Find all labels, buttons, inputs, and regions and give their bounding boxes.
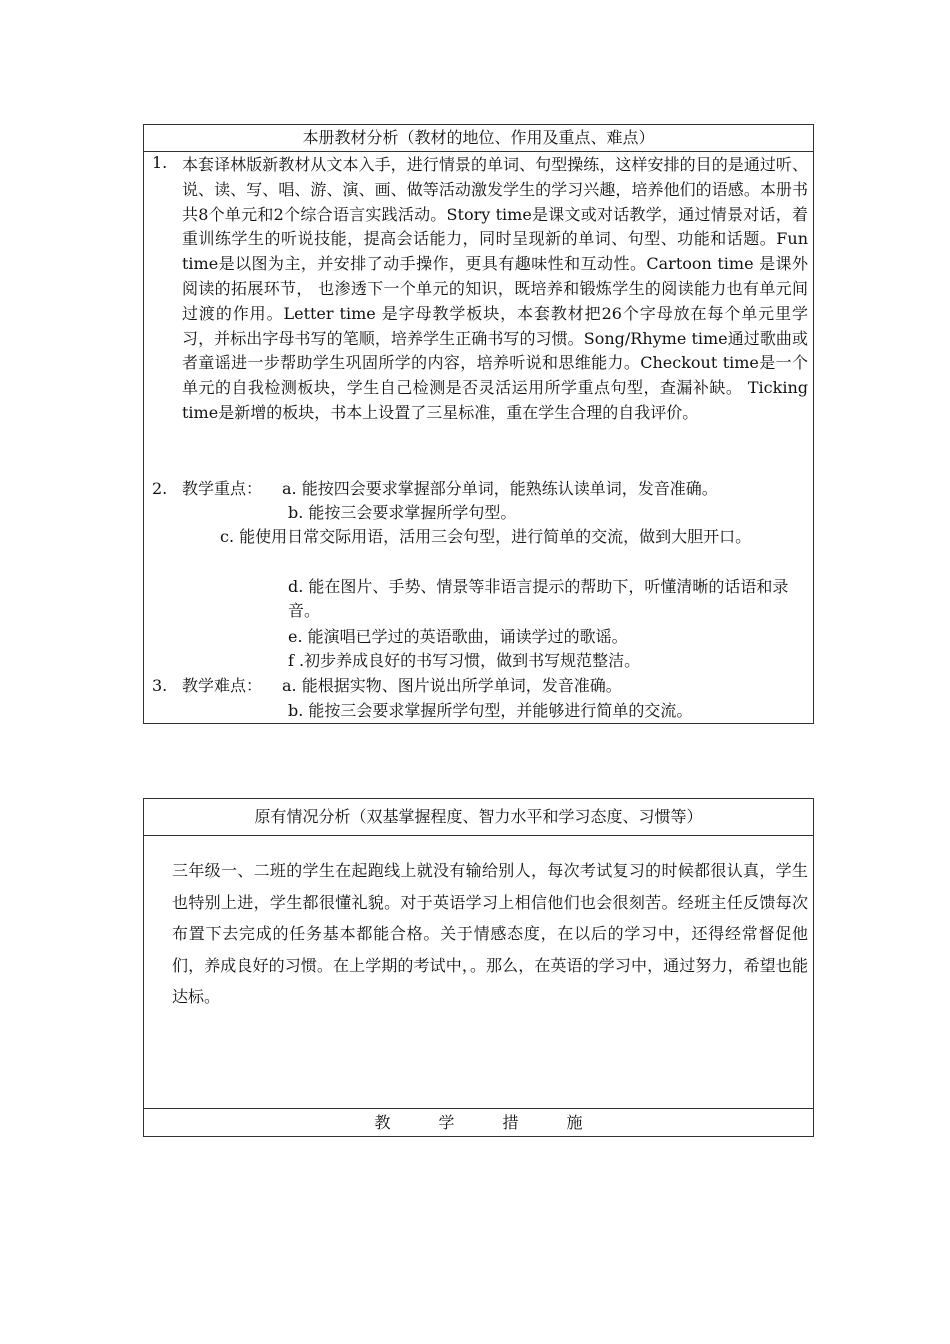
item-2-number: 2.: [152, 479, 168, 498]
textbook-analysis-title: 本册教材分析（教材的地位、作用及重点、难点）: [144, 125, 813, 152]
item-2-label: 教学重点：: [182, 479, 263, 498]
item-3-number: 3.: [152, 676, 168, 695]
situation-analysis-table: [143, 798, 814, 1137]
difficulty-b: b. 能按三会要求掌握所学句型，并能够进行简单的交流。: [288, 701, 693, 720]
situation-analysis-title: 原有情况分析（双基掌握程度、智力水平和学习态度、习惯等）: [144, 799, 813, 836]
situation-analysis-text: 三年级一、二班的学生在起跑线上就没有输给别人，每次考试复习的时候都很认真，学生也特别上进，学生都很懂礼貌。对于英语学习上相信他们也会很刻苦。经班主任反馈每次布置下去完成的任务基本都能合格。关于情感态度，在以后的学习中，还得经常督促他们，养成良好的习惯。在上学期的考试中，。那么，在英语的学习中，通过努力，希望也能达标。: [172, 861, 808, 1006]
key-point-e: e. 能演唱已学过的英语歌曲，诵读学过的歌谣。: [288, 627, 628, 646]
difficulty-a: a. 能根据实物、图片说出所学单词，发音准确。: [282, 676, 622, 695]
teaching-measures-heading: 教学措施: [144, 1108, 813, 1136]
key-point-f: f .初步养成良好的书写习惯，做到书写规范整洁。: [288, 651, 641, 670]
item-1-text: 本套译林版新教材从文本入手，进行情景的单词、句型操练，这样安排的目的是通过听、说、读、写、唱、游、演、画、做等活动激发学生的学习兴趣，培养他们的语感。本册书共8个单元和2个综合语言实践活动。Story time是课文或对话教学，通过情景对话，着重训练学生的听说技能，提高会话能力，同时呈现新的单词、句型、功能和话题。Fun time是以图为主，并安排了动手操作，更具有趣味性和互动性。Cartoon time 是课外阅读的拓展环节， 也渗透下一个单元的知识，既培养和锻炼学生的阅读能力也有单元间过渡的作用。Letter time 是字母教学板块，本套教材把26个字母放在每个单元里学习，并标出字母书写的笔顺，培养学生正确书写的习惯。Song/Rhyme time通过歌曲或者童谣进一步帮助学生巩固所学的内容，培养听说和思维能力。Checkout time是一个单元的自我检测板块，学生自己检测是否灵活运用所学重点句型，查漏补缺。 Ticking time是新增的板块，书本上设置了三星标准，重在学生合理的自我评价。: [182, 155, 808, 422]
item-3-label: 教学难点：: [182, 676, 263, 695]
key-point-b: b. 能按三会要求掌握所学句型。: [288, 503, 517, 522]
key-point-c: c. 能使用日常交际用语，活用三会句型，进行简单的交流，做到大胆开口。: [220, 527, 752, 546]
key-point-d: d. 能在图片、手势、情景等非语言提示的帮助下，听懂清晰的话语和录音。: [288, 577, 789, 620]
textbook-analysis-table: [143, 124, 814, 724]
item-number: 1.: [152, 153, 168, 172]
key-point-a: a. 能按四会要求掌握部分单词，能熟练认读单词，发音准确。: [282, 479, 718, 498]
